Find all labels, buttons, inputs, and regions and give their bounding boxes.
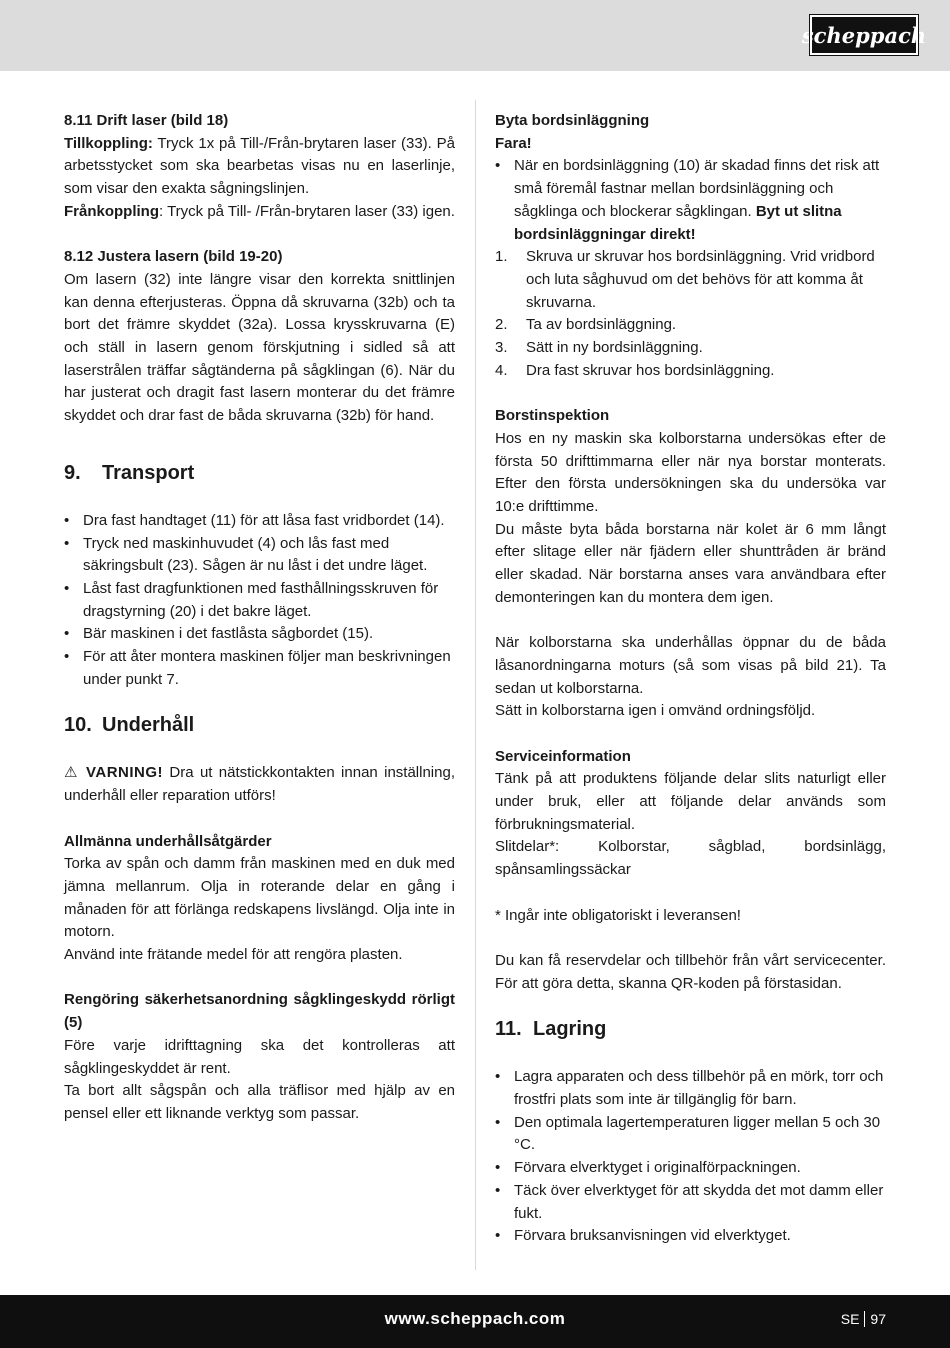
warning-label: VARNING! [86, 764, 164, 782]
list-item: • Låst fast dragfunktionen med fasthållningsskruven för dragstyrning (20) i det bakre läget. [64, 579, 439, 620]
list-item: • Täck över elverktyget för att skydda det mot damm eller fukt. [495, 1181, 884, 1222]
brush-inspection-text-4: Sätt in kolborstarna igen i omvänd ordningsföljd. [495, 702, 816, 720]
column-divider [475, 100, 476, 1270]
section-9-heading: 9. Transport [64, 461, 195, 484]
general-maintenance-heading: Allmänna underhållsåtgärder [64, 832, 272, 850]
storage-list [495, 1066, 886, 1248]
laser-on-paragraph: Tillkoppling: Tryck 1x på Till-/Från-brytaren laser (33). På arbetsstycket som ska bearbetas visas nu en laserlinje, som visar den exakta sågningslinjen. [64, 134, 455, 198]
blade-guard-cleaning-text: Före varje idrifttagning ska det kontrolleras att sågklingeskyddet är rent. [64, 1036, 455, 1077]
page-separator [864, 1311, 865, 1327]
laser-off-label: Frånkoppling [64, 202, 159, 220]
service-info-note: * Ingår inte obligatoriskt i leveransen! [495, 906, 741, 924]
general-maintenance-note: Använd inte frätande medel för att rengöra plasten. [64, 946, 403, 964]
service-info-heading: Serviceinformation [495, 747, 631, 765]
list-item: 4. Dra fast skruvar hos bordsinläggning. [495, 361, 775, 379]
language-code: SE [840, 1311, 860, 1327]
table-insert-heading: Byta bordsinläggning [495, 112, 650, 129]
brush-inspection-text-3: När kolborstarna ska underhållas öppnar du de båda låsanordningarna moturs (så som visas på bild 21). Ta sedan ut kolborstarna. [495, 634, 886, 697]
warning-icon: ⚠ [64, 764, 80, 782]
list-item: • Tryck ned maskinhuvudet (4) och lås fast med säkringsbult (23). Sågen är nu låst i det undre läget. [64, 534, 428, 575]
transport-list [64, 510, 455, 692]
page-number-value: 97 [870, 1311, 886, 1327]
page-number [841, 1311, 886, 1327]
list-item: 3. Sätt in ny bordsinläggning. [495, 339, 703, 357]
section-8-11-heading: 8.11 Drift laser (bild 18) [64, 112, 229, 129]
table-insert-steps [495, 246, 886, 382]
warning-paragraph: ⚠ VARNING! Dra ut nätstickkontakten innan inställning, underhåll eller reparation utförs! [64, 764, 455, 805]
service-info-text-2: Slitdelar*: Kolborstar, sågblad, bordsinlägg, spånsamlingssäckar [495, 838, 886, 879]
footer-bar [0, 1295, 950, 1348]
list-item: • Den optimala lagertemperaturen ligger mellan 5 och 30 °C. [495, 1113, 881, 1154]
list-item: • Lagra apparaten och dess tillbehör på en mörk, torr och frostfri plats som inte är tillgänglig för barn. [495, 1068, 884, 1109]
list-item: • För att åter montera maskinen följer man beskrivningen under punkt 7. [64, 648, 451, 688]
danger-label: Fara! [495, 134, 532, 152]
list-item: • Förvara elverktyget i originalförpackningen. [495, 1159, 801, 1177]
service-info-text-1: Tänk på att produktens följande delar slits naturligt eller under bruk, eller att följande delar används som förbrukningsmaterial. [495, 770, 886, 833]
brush-inspection-heading: Borstinspektion [495, 407, 610, 425]
left-column [64, 110, 455, 1126]
table-insert-warning-list [495, 155, 886, 246]
section-10-heading: 10. Underhåll [64, 714, 195, 737]
header-bar [0, 0, 950, 71]
blade-guard-cleaning-heading: Rengöring säkerhetsanordning sågklingeskydd rörligt (5) [64, 991, 455, 1032]
laser-off-paragraph: Frånkoppling: Tryck på Till- /Från-brytaren laser (33) igen. [64, 202, 455, 220]
brush-inspection-text-1: Hos en ny maskin ska kolborstarna undersökas efter de första 50 drifttimmarna eller när nya borstar monterats. Efter den första undersökningen ska du undersöka var 10:e drifttimme. [495, 429, 886, 515]
list-item: • Bär maskinen i det fastlåsta sågbordet (15). [64, 625, 374, 643]
laser-adjust-paragraph: Om lasern (32) inte längre visar den korrekta snittlinjen kan denna efterjusteras. Öppna då skruvarna (32b) och ta bort det främre skyddet (32a). Lossa krysskruvarna (E) och ställ in lasern genom förskjutning i sidled så att laserstrålen träffar sågtänderna på sågklingan (6). När du har justerat och dragit fast lasern monterar du det främre skyddet och drar fast de båda skruvarna (32b) för hand. [64, 270, 455, 425]
website-link[interactable]: www.scheppach.com [384, 1309, 566, 1328]
spare-parts-text: Du kan få reservdelar och tillbehör från vårt servicecenter. För att göra detta, skanna QR-koden på förstasidan. [495, 951, 886, 992]
blade-guard-cleaning-instruction: Ta bort allt sågspån och alla träflisor med hjälp av en pensel eller ett liknande verktyg som passar. [64, 1082, 455, 1122]
laser-on-label: Tillkoppling: [64, 134, 153, 152]
right-column [495, 110, 886, 1248]
brush-inspection-text-2: Du måste byta båda borstarna när kolet är 6 mm långt efter slitage eller när fjädern eller shunttråden är bränd eller skadad. När borstarna anses vara användbara efter demonteringen kan du montera dem igen. [495, 520, 886, 606]
list-item: 1. Skruva ur skruvar hos bordsinläggning. Vrid vridbord och luta såghuvud om det behövs för att komma åt skruvarna. [495, 248, 875, 311]
list-item: • Förvara bruksanvisningen vid elverktyget. [495, 1227, 791, 1245]
brand-logo: scheppach [810, 15, 918, 55]
general-maintenance-text: Torka av spån och damm från maskinen med en duk med jämna mellanrum. Olja in roterande delar en gång i månaden för att förlänga redskapens livslängd. Olja inte in motorn. [64, 855, 455, 941]
section-8-12-heading: 8.12 Justera lasern (bild 19-20) [64, 248, 283, 266]
list-item: • När en bordsinläggning (10) är skadad finns det risk att små föremål fastnar mellan bordsinläggning och sågklinga och blockerar sågklingan. Byt ut slitna bordsinläggningar direkt! [495, 157, 880, 243]
list-item: • Dra fast handtaget (11) för att låsa fast vridbordet (14). [64, 511, 445, 529]
section-11-heading: 11. Lagring [495, 1018, 607, 1041]
list-item: 2. Ta av bordsinläggning. [495, 316, 677, 334]
